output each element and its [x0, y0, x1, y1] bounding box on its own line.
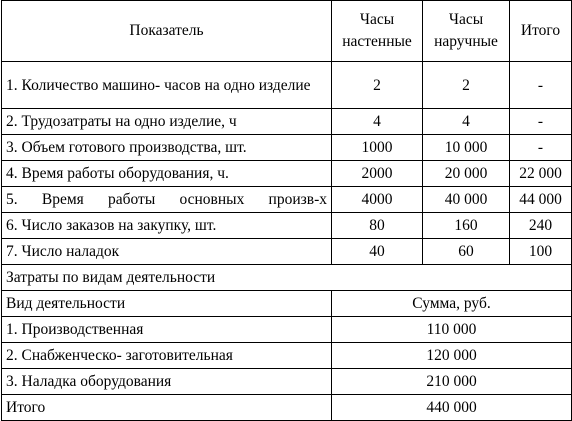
costs-header-activity: Вид деятельности: [2, 291, 332, 317]
row-label: 3. Объем готового производства, шт.: [2, 135, 332, 161]
row-total-value: 44 000: [510, 187, 572, 213]
row-label-text: 1. Количество машино- часов на одно изделие: [6, 76, 311, 94]
table-row: [2, 213, 572, 239]
costs-header-sum: Сумма, руб.: [332, 291, 572, 317]
row-wrist-value: 60: [423, 239, 510, 265]
cost-row: [2, 317, 572, 343]
cost-activity-label: 1. Производственная: [2, 317, 332, 343]
row-wall-value: 40: [332, 239, 423, 265]
row-wall-value: 4: [332, 109, 423, 135]
row-label: 7. Число наладок: [2, 239, 332, 265]
table-row: [2, 187, 572, 213]
cost-row: [2, 343, 572, 369]
row-label: 6. Число заказов на закупку, шт.: [2, 213, 332, 239]
table-row: [2, 62, 572, 109]
header-row: [2, 1, 572, 62]
row-wall-value: 1000: [332, 135, 423, 161]
row-wrist-value: 10 000: [423, 135, 510, 161]
cost-sum-value: 110 000: [332, 317, 572, 343]
cost-sum-value: 120 000: [332, 343, 572, 369]
table-row: [2, 161, 572, 187]
row-wrist-value: 2: [423, 62, 510, 109]
cost-total-label: Итого: [2, 395, 332, 421]
cost-total-value: 440 000: [332, 395, 572, 421]
cost-activity-label: 2. Снабженческо- заготовительная: [2, 343, 332, 369]
row-wrist-value: 40 000: [423, 187, 510, 213]
cost-row: [2, 369, 572, 395]
costs-section-title: Затраты по видам деятельности: [2, 265, 572, 291]
header-wall-clocks: Часы настенные: [332, 1, 423, 62]
costs-section-title-row: [2, 265, 572, 291]
cost-activity-label: 3. Наладка оборудования: [2, 369, 332, 395]
row-total-value: -: [510, 109, 572, 135]
row-wall-value: 2000: [332, 161, 423, 187]
row-wall-value: 80: [332, 213, 423, 239]
row-total-value: 22 000: [510, 161, 572, 187]
row-wall-value: 4000: [332, 187, 423, 213]
cost-table: [1, 0, 572, 421]
row-total-value: -: [510, 62, 572, 109]
row-total-value: 240: [510, 213, 572, 239]
row-label: 4. Время работы оборудования, ч.: [2, 161, 332, 187]
row-label: 5. Время работы основных произв-х: [2, 187, 332, 213]
row-wall-value: 2: [332, 62, 423, 109]
row-wrist-value: 20 000: [423, 161, 510, 187]
table-row: [2, 109, 572, 135]
header-wrist-clocks: Часы наручные: [423, 1, 510, 62]
header-indicator: Показатель: [2, 1, 332, 62]
row-total-value: -: [510, 135, 572, 161]
row-label: 2. Трудозатраты на одно изделие, ч: [2, 109, 332, 135]
table-row: [2, 135, 572, 161]
row-total-value: 100: [510, 239, 572, 265]
row-label: [2, 62, 332, 109]
cost-sum-value: 210 000: [332, 369, 572, 395]
table-row: [2, 239, 572, 265]
row-wrist-value: 160: [423, 213, 510, 239]
costs-header-row: [2, 291, 572, 317]
row-wrist-value: 4: [423, 109, 510, 135]
header-total: Итого: [510, 1, 572, 62]
